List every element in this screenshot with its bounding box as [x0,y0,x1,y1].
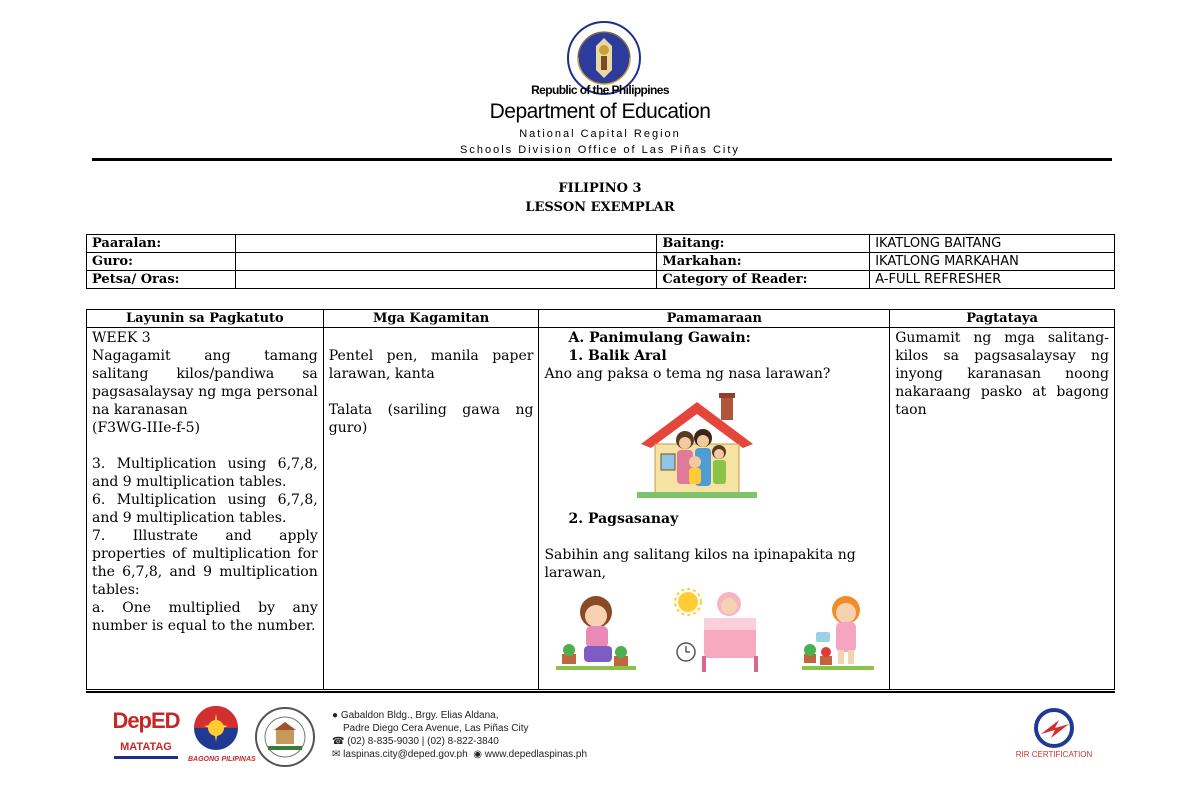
info-row [87,235,1115,253]
child-waking-up-image [674,586,764,674]
header-pagtataya: Pagtataya [890,310,1115,328]
bagong-pilipinas-emblem [188,704,244,752]
email-link[interactable]: laspinas.city@deped.gov.ph [343,749,468,760]
section-a-heading: A. Panimulang Gawain: [568,330,751,346]
markahan-label: Markahan: [657,253,870,271]
department-title: Department of Education [489,100,711,123]
header-kagamitan: Mga Kagamitan [323,310,539,328]
globe-icon: ◉ [473,749,482,760]
header-layunin: Layunin sa Pagkatuto [87,310,324,328]
email-web-line [332,748,587,761]
item-7a: a. One multiplied by any number is equal to the number. [92,600,318,634]
location-icon: ● [332,710,339,721]
lesson-header-row [87,310,1115,328]
deped-logo-text: DepED [112,708,180,733]
lesson-table [86,309,1115,690]
info-row [87,271,1115,289]
phone-line [332,735,587,748]
document-type: LESSON EXEMPLAR [525,200,675,215]
lesson-content-row [87,328,1115,690]
petsa-label: Petsa/ Oras: [87,271,236,289]
address-line-1 [332,709,587,722]
pamamaraan-cell [539,328,890,690]
guro-value[interactable] [235,253,656,271]
republic-text: Republic of the Philippines [531,83,669,97]
sdo-las-pinas-seal [254,706,316,768]
pagtataya-cell [890,328,1115,690]
pagsasanay-heading: 2. Pagsasanay [568,511,679,527]
pagsasanay-instruction: Sabihin ang salitang kilos na ipinapakita ng larawan, [544,547,856,581]
materials-text: Pentel pen, manila paper larawan, kanta [328,348,534,382]
week-label: WEEK 3 [92,330,151,346]
info-table [86,234,1115,289]
bagong-pilipinas-text: BAGONG PILIPINAS [188,756,256,763]
pagtataya-text: Gumamit ng mga salitang-kilos sa pagsasalaysay ng inyong karanasan noong nakaraang pasko at bagong taon [895,330,1109,418]
kagamitan-cell [323,328,539,690]
region-text: National Capital Region [519,128,681,140]
rir-emblem [1029,706,1079,750]
header-pamamaraan: Pamamaraan [539,310,890,328]
bagong-pilipinas-logo [188,704,256,764]
subject-title: FILIPINO 3 [558,181,642,196]
item-3: 3. Multiplication using 6,7,8, and 9 multiplication tables. [92,456,318,490]
objective-text: Nagagamit ang tamang salitang kilos/pandiwa sa pagsasalaysay ng mga personal na karanasan [92,348,318,418]
rir-certification-text: RIR CERTIFICATION [1015,750,1093,759]
layunin-cell [87,328,324,690]
website-link[interactable]: www.depedlaspinas.ph [484,749,588,760]
deped-matatag-logo [108,708,184,764]
item-6: 6. Multiplication using 6,7,8, and 9 multiplication tables. [92,492,318,526]
address2-text: Padre Diego Cera Avenue, Las Piñas City [343,723,529,734]
category-value: A-FULL REFRESHER [870,271,1115,289]
paaralan-label: Paaralan: [87,235,236,253]
guro-label: Guro: [87,253,236,271]
girl-watering-plants-image [802,592,874,672]
rir-certification-logo [1012,706,1096,768]
girl-planting-image [556,592,636,672]
phone-icon: ☎ [332,736,345,747]
item-7: 7. Illustrate and apply properties of multiplication for the 6,7,8, and 9 multiplication tables: [92,528,318,598]
paaralan-value[interactable] [235,235,656,253]
category-label: Category of Reader: [657,271,870,289]
info-row [87,253,1115,271]
baitang-label: Baitang: [657,235,870,253]
petsa-value[interactable] [235,271,656,289]
baitang-value: IKATLONG BAITANG [870,235,1115,253]
matatag-logo-text: MATATAG [120,741,172,753]
family-house-image [637,388,757,498]
markahan-value: IKATLONG MARKAHAN [870,253,1115,271]
balik-aral-question: Ano ang paksa o tema ng nasa larawan? [544,366,831,382]
phone-text: (02) 8-835-9030 | (02) 8-822-3840 [347,736,499,747]
footer-divider [86,691,1115,693]
email-icon: ✉ [332,749,341,760]
contact-block [332,709,587,761]
header-divider [92,158,1112,161]
division-text: Schools Division Office of Las Piñas City [460,144,740,156]
address1-text: Gabaldon Bldg., Brgy. Elias Aldana, [340,710,499,721]
talata-text: Talata (sariling gawa ng guro) [328,402,534,436]
balik-aral-heading: 1. Balik Aral [568,348,667,364]
objective-code: (F3WG-IIIe-f-5) [92,420,201,436]
